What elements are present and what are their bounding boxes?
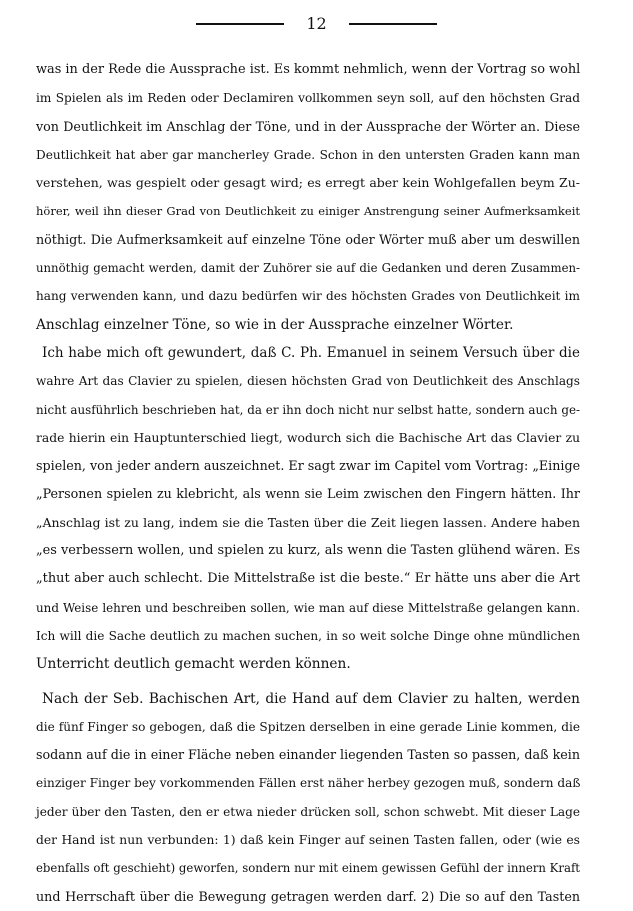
text-line: Ich will die Sache deutlich zu machen suchen, in so weit solche Dinge ohne mündlichen bbox=[36, 628, 580, 643]
text-line: Deutlichkeit hat aber gar mancherley Grade. Schon in den untersten Graden kann man bbox=[36, 147, 580, 162]
text-line: „Anschlag ist zu lang, indem sie die Tasten über die Zeit liegen lassen. Andere haben bbox=[36, 514, 580, 530]
text-line: der Hand ist nun verbunden: 1) daß kein Finger auf seinen Tasten fallen, oder (wie es bbox=[36, 833, 580, 848]
text-line: spielen, von jeder andern auszeichnet. Er sagt zwar im Capitel vom Vortrag: „Einige bbox=[36, 458, 581, 474]
text-line: rade hierin ein Hauptunterschied liegt, wodurch sich die Bachische Art das Clavier zu bbox=[36, 430, 580, 445]
text-line: sodann auf die in einer Fläche neben einander liegenden Tasten so passen, daß kein bbox=[36, 747, 580, 763]
text-line: „Personen spielen zu klebricht, als wenn sie Leim zwischen den Fingern hätten. Ihr bbox=[36, 486, 580, 502]
text-line: verstehen, was gespielt oder gesagt wird; es erregt aber kein Wohlgefallen beym Zu- bbox=[36, 175, 580, 191]
page-header bbox=[0, 14, 633, 33]
text-line: „es verbessern wollen, und spielen zu kurz, als wenn die Tasten glühend wären. Es bbox=[36, 543, 581, 559]
text-line: Ich habe mich oft gewundert, daß C. Ph. Emanuel in seinem Versuch über die bbox=[42, 344, 580, 361]
text-line: Anschlag einzelner Töne, so wie in der Aussprache einzelner Wörter. bbox=[36, 316, 514, 333]
text-line: nöthigt. Die Aufmerksamkeit auf einzelne Töne oder Wörter muß aber um deswillen bbox=[36, 231, 580, 247]
text-line: und Herrschaft über die Bewegung getragen werden darf. 2) Die so auf den Tasten bbox=[36, 888, 580, 904]
text-line: unnöthig gemacht werden, damit der Zuhörer sie auf die Gedanken und deren Zusammen- bbox=[36, 261, 580, 276]
text-line: ebenfalls oft geschieht) geworfen, sondern nur mit einem gewissen Gefühl der innern Kraft bbox=[36, 861, 580, 876]
text-line: einziger Finger bey vorkommenden Fällen erst näher herbey gezogen muß, sondern daß bbox=[36, 776, 581, 791]
text-body bbox=[36, 56, 580, 911]
text-line: im Spielen als im Reden oder Declamiren vollkommen seyn soll, auf den höchsten Grad bbox=[36, 91, 580, 106]
text-line: was in der Rede die Aussprache ist. Es kommt nehmlich, wenn der Vortrag so wohl bbox=[36, 62, 581, 77]
text-line: Nach der Seb. Bachischen Art, die Hand auf dem Clavier zu halten, werden bbox=[42, 690, 580, 707]
text-line: hörer, weil ihn dieser Grad von Deutlichkeit zu einiger Anstrengung seiner Aufmerksamkeit bbox=[36, 204, 580, 219]
text-line: von Deutlichkeit im Anschlag der Töne, und in der Aussprache der Wörter an. Diese bbox=[36, 118, 580, 134]
text-line: hang verwenden kann, und dazu bedürfen wir des höchsten Grades von Deutlichkeit im bbox=[36, 289, 580, 304]
page-number: 12 bbox=[306, 14, 327, 33]
text-line: wahre Art das Clavier zu spielen, diesen höchsten Grad von Deutlichkeit des Anschlags bbox=[36, 374, 580, 389]
text-line: und Weise lehren und beschreiben sollen, wie man auf diese Mittelstraße gelangen kann. bbox=[36, 600, 580, 615]
text-line: nicht ausführlich beschrieben hat, da er ihn doch nicht nur selbst hatte, sondern auch ge- bbox=[36, 402, 580, 417]
text-line: die fünf Finger so gebogen, daß die Spitzen derselben in eine gerade Linie kommen, die bbox=[36, 719, 580, 734]
text-line: „thut aber auch schlecht. Die Mittelstraße ist die beste.“ Er hätte uns aber die Art bbox=[36, 571, 580, 587]
text-line: jeder über den Tasten, den er etwa nieder drücken soll, schon schwebt. Mit dieser Lage bbox=[36, 804, 580, 819]
text-line: Unterricht deutlich gemacht werden können. bbox=[36, 656, 351, 673]
header-rule-right bbox=[349, 23, 437, 25]
header-rule-left bbox=[196, 23, 284, 25]
